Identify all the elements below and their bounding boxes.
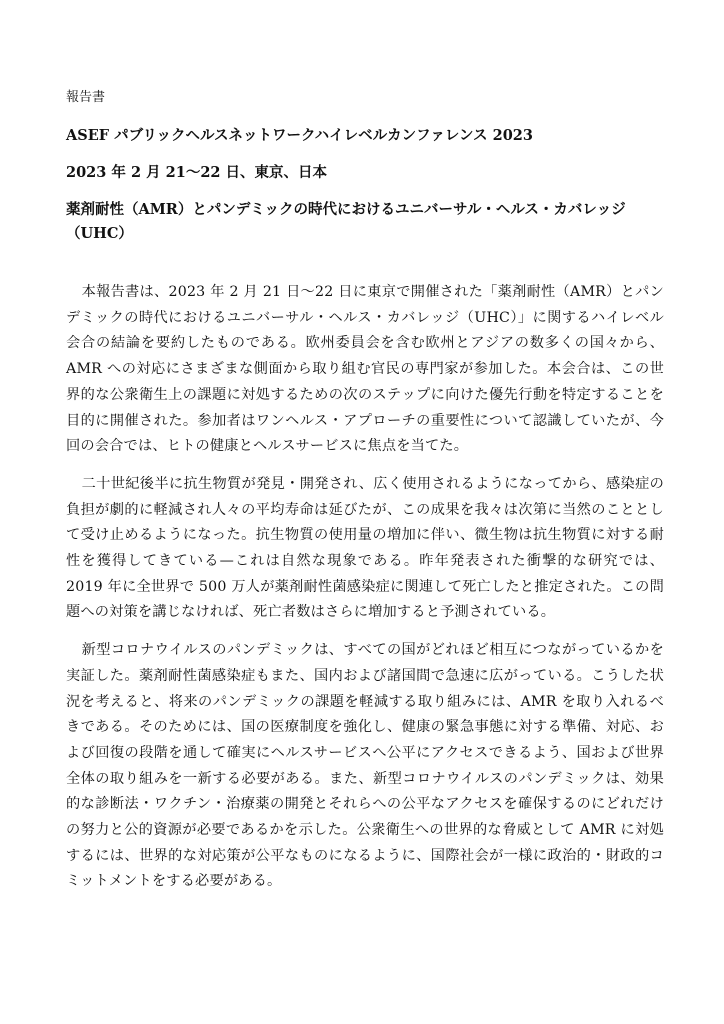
date-and-location: 2023 年 2 月 21〜22 日、東京、日本 <box>66 164 328 181</box>
report-page <box>66 88 664 907</box>
conference-title: ASEF パブリックヘルスネットワークハイレベルカンファレンス 2023 <box>66 127 533 144</box>
conference-theme: 薬剤耐性（AMR）とパンデミックの時代におけるユニバーサル・ヘルス・カバレッジ（UHC） <box>66 201 626 242</box>
paragraph-summary: 本報告書は、2023 年 2 月 21 日〜22 日に東京で開催された「薬剤耐性（AMR）とパンデミックの時代におけるユニバーサル・ヘルス・カバレッジ（UHC）」に関するハイレベル会合の結論を要約したものである。欧州委員会を含む欧州とアジアの数多くの国々から、AMR への対応にさまざまな側面から取り組む官民の専門家が参加した。本会合は、この世界的な公衆衛生上の課題に対処するための次のステップに向けた優先行動を特定することを目的に開催された。参加者はワンヘルス・アプローチの重要性について認識していたが、今回の会合では、ヒトの健康とヘルスサービスに焦点を当てた。 <box>66 284 664 455</box>
document-type-label: 報告書 <box>66 90 106 105</box>
paragraph-antibiotics: 二十世紀後半に抗生物質が発見・開発され、広く使用されるようになってから、感染症の負担が劇的に軽減され人々の平均寿命は延びたが、この成果を我々は次第に当然のこととして受け止めるようになった。抗生物質の使用量の増加に伴い、微生物は抗生物質に対する耐性を獲得してきている—これは自然な現象である。昨年発表された衝撃的な研究では、2019 年に全世界で 500 万人が薬剤耐性菌感染症に関連して死亡したと推定された。この問題への対策を講じなければ、死亡者数はさらに増加すると予測されている。 <box>66 475 664 621</box>
paragraph-pandemic: 新型コロナウイルスのパンデミックは、すべての国がどれほど相互につながっているかを実証した。薬剤耐性菌感染症もまた、国内および諸国間で急速に広がっている。こうした状況を考えると、将来のパンデミックの課題を軽減する取り組みには、AMR を取り入れるべきである。そのためには、国の医療制度を強化し、健康の緊急事態に対する準備、対応、および回復の段階を通して確実にヘルスサービスへ公平にアクセスできるよう、国および世界全体の取り組みを一新する必要がある。また、新型コロナウイルスのパンデミックは、効果的な診断法・ワクチン・治療薬の開発とそれらへの公平なアクセスを確保するのにどれだけの努力と公的資源が必要であるかを示した。公衆衛生への世界的な脅威として AMR に対処するには、世界的な対応策が公平なものになるように、国際社会が一様に政治的・財政的コミットメントをする必要がある。 <box>66 642 664 890</box>
